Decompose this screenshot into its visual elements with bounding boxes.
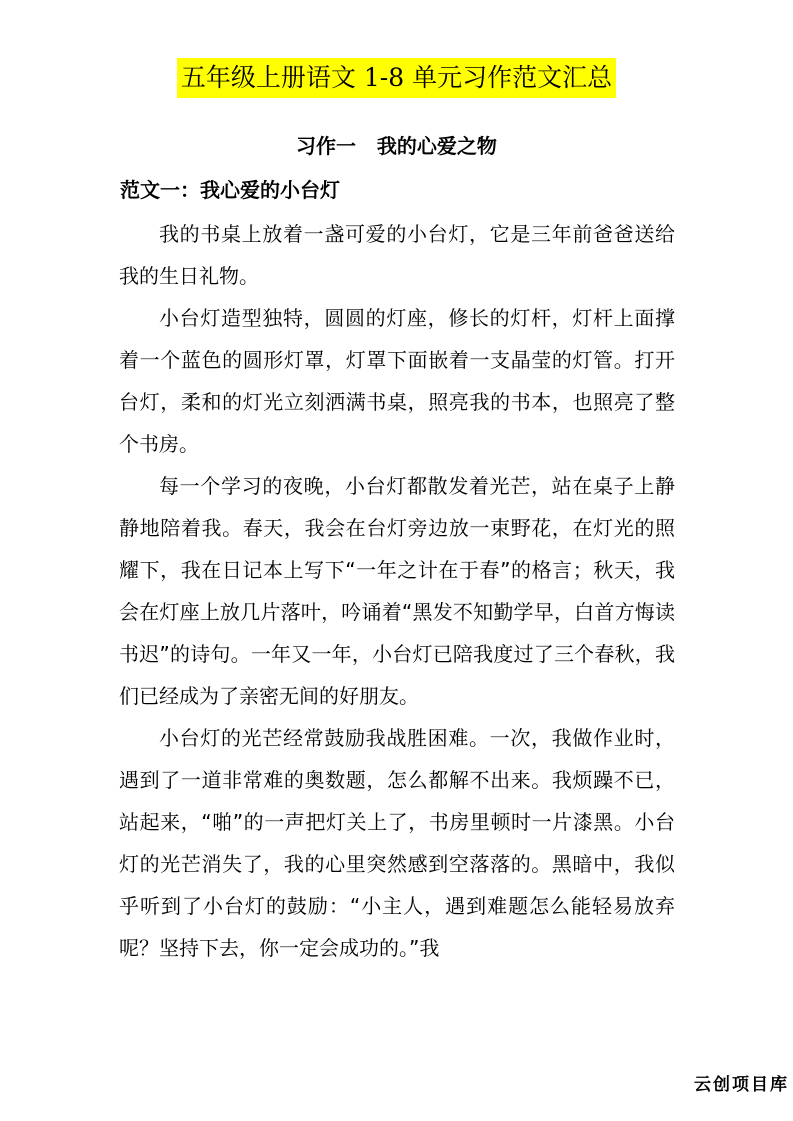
essay-paragraph: 每一个学习的夜晚，小台灯都散发着光芒，站在桌子上静静地陪着我。春天，我会在台灯旁边放一束野花，在灯光的照耀下，我在日记本上写下“一年之计在于春”的格言；秋天，我会在灯座上放几片落叶，吟诵着“黑发不知勤学早，白首方悔读书迟”的诗句。一年又一年，小台灯已陪我度过了三个春秋，我们已经成为了亲密无间的好朋友。 (119, 474, 675, 708)
essay-paragraph: 小台灯造型独特，圆圆的灯座，修长的灯杆，灯杆上面撑着一个蓝色的圆形灯罩，灯罩下面嵌着一支晶莹的灯管。打开台灯，柔和的灯光立刻洒满书桌，照亮我的书本，也照亮了整个书房。 (119, 306, 675, 456)
watermark: 云创项目库 (694, 1075, 789, 1095)
section-title: 习作一 我的心爱之物 (296, 134, 497, 158)
document-title-wrapper (0, 58, 793, 98)
essay-body (119, 213, 675, 969)
document-title: 五年级上册语文 1-8 单元习作范文汇总 (177, 58, 616, 98)
essay-title: 范文一：我心爱的小台灯 (120, 178, 340, 202)
essay-paragraph: 小台灯的光芒经常鼓励我战胜困难。一次，我做作业时，遇到了一道非常难的奥数题，怎么都解不出来。我烦躁不已，站起来，“啪”的一声把灯关上了，书房里顿时一片漆黑。小台灯的光芒消失了，我的心里突然感到空落落的。黑暗中，我似乎听到了小台灯的鼓励：“小主人，遇到难题怎么能轻易放弃呢？坚持下去，你一定会成功的。”我 (119, 726, 675, 960)
essay-paragraph: 我的书桌上放着一盏可爱的小台灯，它是三年前爸爸送给我的生日礼物。 (119, 222, 675, 288)
